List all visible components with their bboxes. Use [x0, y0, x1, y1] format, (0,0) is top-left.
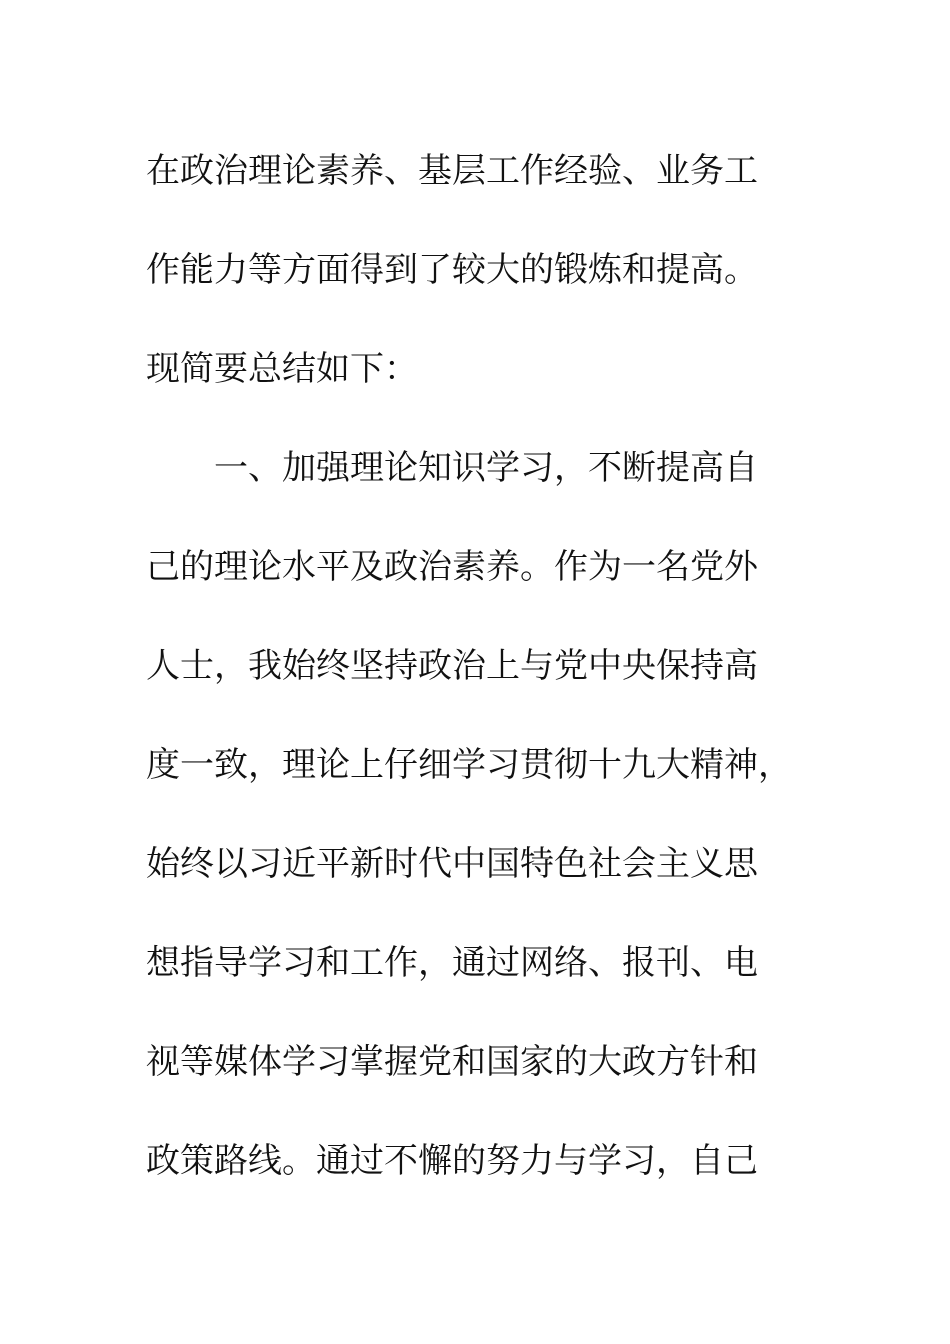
body-text: [146, 122, 826, 1211]
text-line: 现简要总结如下：: [146, 349, 418, 389]
text-line: 视等媒体学习掌握党和国家的大政方针和: [146, 1042, 758, 1082]
text-line: 度一致，理论上仔细学习贯彻十九大精神，: [146, 745, 792, 785]
text-line: 人士，我始终坚持政治上与党中央保持高: [146, 646, 758, 686]
text-line: 政策路线。通过不懈的努力与学习，自己: [146, 1141, 758, 1181]
section-heading-line: 一、加强理论知识学习，不断提高自: [214, 448, 758, 488]
text-line: 想指导学习和工作，通过网络、报刊、电: [146, 943, 758, 983]
text-line: 在政治理论素养、基层工作经验、业务工: [146, 151, 758, 191]
text-line: 作能力等方面得到了较大的锻炼和提高。: [146, 250, 758, 290]
text-line: 始终以习近平新时代中国特色社会主义思: [146, 844, 758, 884]
text-line: 己的理论水平及政治素养。作为一名党外: [146, 547, 758, 587]
